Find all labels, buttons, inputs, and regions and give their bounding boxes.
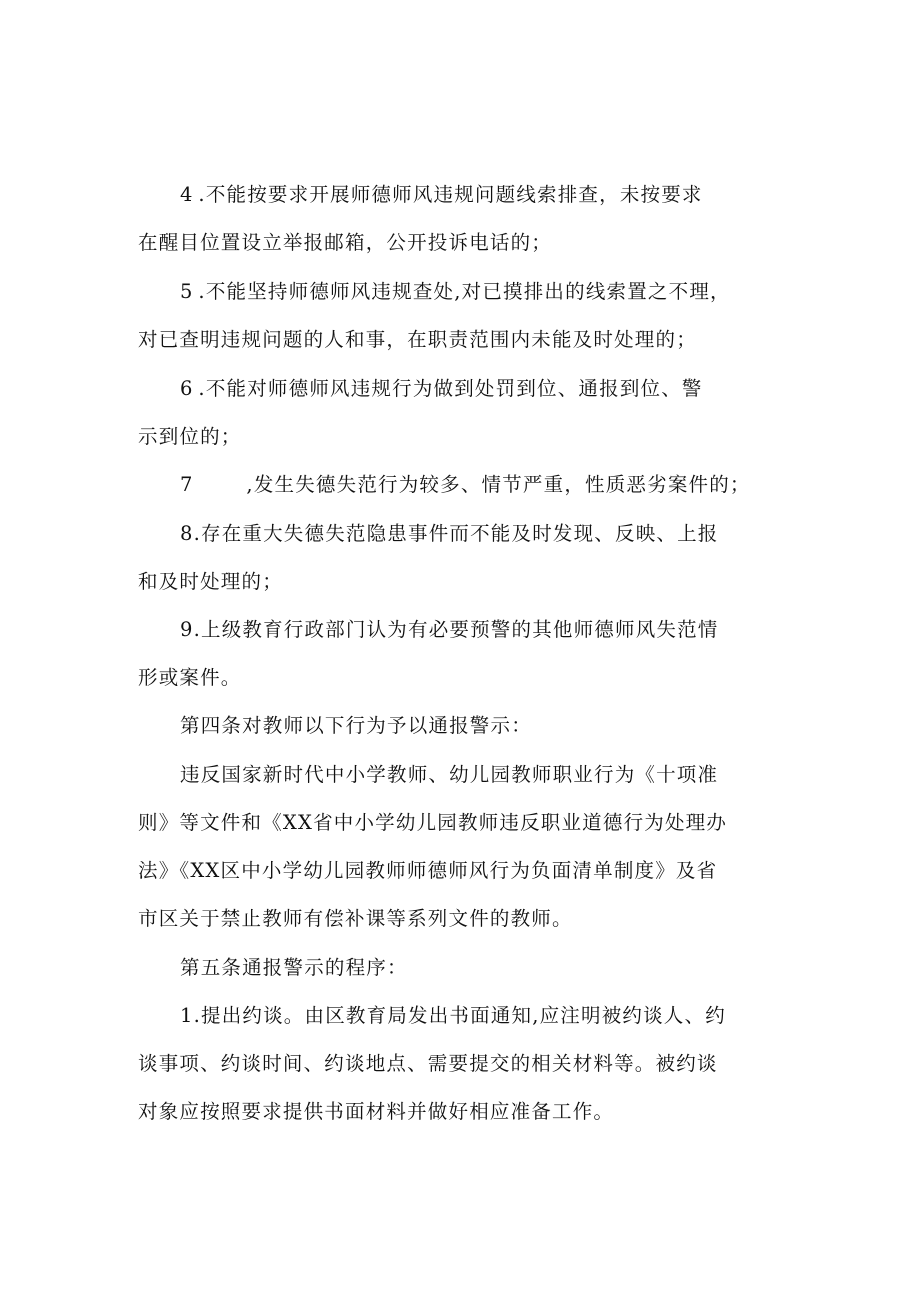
- item-6-text: .不能对师德师风违规行为做到处罚到位、通报到位、警: [198, 377, 703, 400]
- item-4-line-2: 在醒目位置设立举报邮箱，公开投诉电话的；: [138, 231, 553, 254]
- article-5-heading: 第五条通报警示的程序：: [180, 956, 408, 979]
- procedure-1-line-1: 1.提出约谈。由区教育局发出书面通知,应注明被约谈人、约: [180, 1004, 726, 1027]
- article-4-heading: 第四条对教师以下行为予以通报警示：: [180, 714, 532, 737]
- item-6-number: 6: [180, 377, 199, 400]
- item-7-number: 7: [180, 473, 199, 496]
- article-4-body-line-2: 则》等文件和《XX省中小学幼儿园教师违反职业道德行为处理办: [138, 811, 728, 834]
- procedure-1-line-3: 对象应按照要求提供书面材料并做好相应准备工作。: [138, 1100, 615, 1123]
- item-7-line-1: [180, 472, 751, 498]
- item-6-line-1: [180, 376, 703, 402]
- article-4-body-line-1: 违反国家新时代中小学教师、幼儿园教师职业行为《十项准: [180, 763, 719, 786]
- item-4-number: 4: [180, 183, 199, 206]
- item-7-text: ,发生失德失范行为较多、情节严重，性质恶劣案件的；: [246, 473, 751, 496]
- article-4-body-line-3: 法》《XX区中小学幼儿园教师师德师风行为负面清单制度》及省: [138, 859, 718, 882]
- item-5-line-1: [180, 279, 731, 305]
- item-4-line-1: [180, 182, 703, 208]
- item-4-text: .不能按要求开展师德师风违规问题线索排查，未按要求: [198, 183, 703, 206]
- item-5-line-2: 对已查明违规问题的人和事，在职责范围内未能及时处理的；: [138, 328, 697, 351]
- item-8-line-1: 8.存在重大失德失范隐患事件而不能及时发现、反映、上报: [180, 522, 719, 545]
- item-8-line-2: 和及时处理的；: [138, 570, 283, 593]
- item-9-line-2: 形或案件。: [138, 666, 242, 689]
- article-4-body-line-4: 市区关于禁止教师有偿补课等系列文件的教师。: [138, 907, 573, 930]
- item-5-number: 5: [180, 280, 199, 303]
- item-9-line-1: 9.上级教育行政部门认为有必要预警的其他师德师风失范情: [180, 618, 719, 641]
- procedure-1-line-2: 谈事项、约谈时间、约谈地点、需要提交的相关材料等。被约谈: [138, 1052, 718, 1075]
- item-6-line-2: 示到位的；: [138, 425, 242, 448]
- item-5-text: .不能坚持师德师风违规查处,对已摸排出的线索置之不理，: [198, 280, 731, 303]
